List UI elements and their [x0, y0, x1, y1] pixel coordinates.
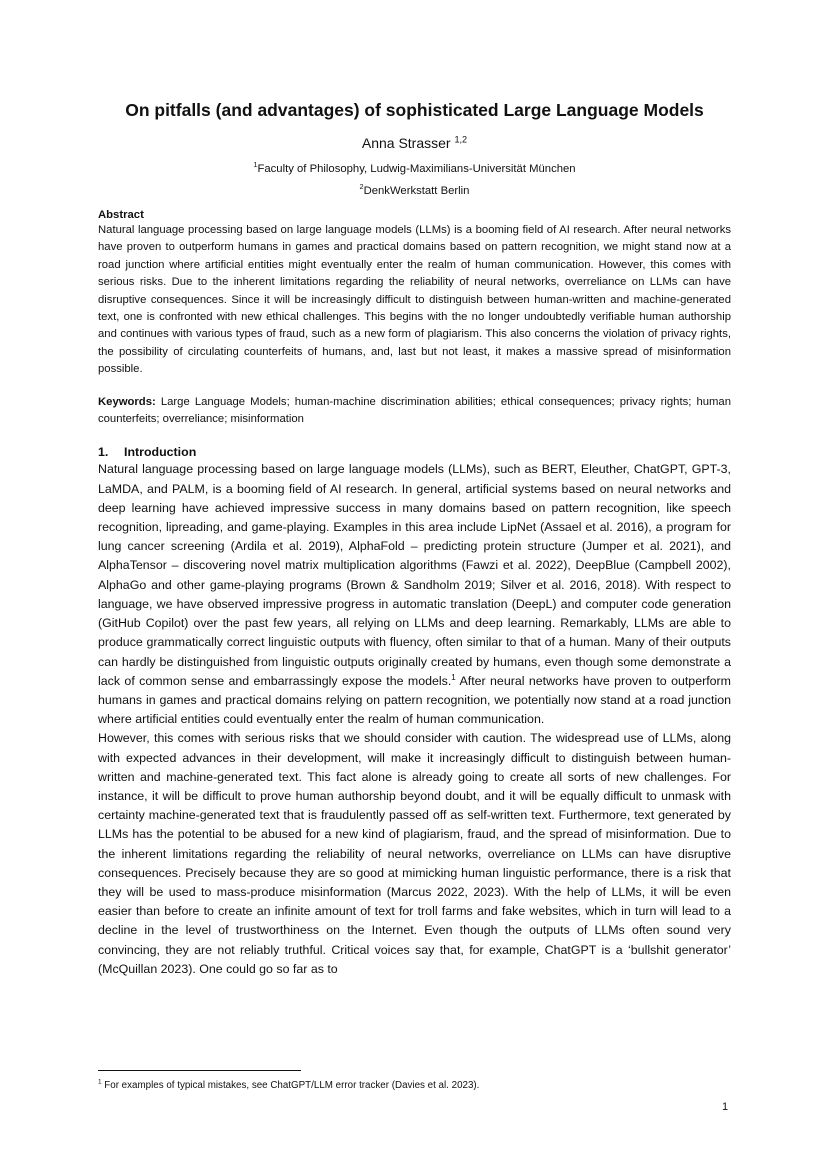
- affiliation-1: [98, 160, 731, 175]
- keywords-text: Large Language Models; human-machine discrimination abilities; ethical consequences; privacy rights; human counterfeits; overreliance; misinformation: [98, 395, 731, 426]
- author-line: [98, 135, 731, 151]
- intro-paragraph-2: However, this comes with serious risks that we should consider with caution. The widespread use of LLMs, along with expected advances in their development, will make it increasingly difficult to distinguish between human-written and machine-generated text. This fact alone is already going to create all sorts of new challenges. For instance, it will be difficult to prove human authorship beyond doubt, and it will be equally difficult to unmask with certainty machine-generated text that is fraudulently passed off as self-written text. Furthermore, text generated by LLMs has the potential to be abused for a new kind of plagiarism, fraud, and the spread of misinformation. Due to the inherent limitations regarding the reliability of neural networks, overreliance on LLMs can have disruptive consequences. Precisely because they are so good at mimicking human linguistic performance, there is a risk that they will be used to mass-produce misinformation (Marcus 2022, 2023). With the help of LLMs, it will be even easier than before to create an infinite amount of text for troll farms and fake websites, which in turn will lead to a decline in the level of trustworthiness on the Internet. Even though the outputs of LLMs often sound very convincing, they are not reliably truthful. Critical voices say that, for example, ChatGPT is a ‘bullshit generator’ (McQuillan 2023). One could go so far as to: [98, 731, 731, 976]
- section-1-heading: [98, 445, 731, 459]
- footnote-1-text: For examples of typical mistakes, see ChatGPT/LLM error tracker (Davies et al. 2023).: [101, 1080, 480, 1091]
- paper-title: On pitfalls (and advantages) of sophisticated Large Language Models: [125, 100, 704, 120]
- abstract-heading: Abstract: [98, 209, 144, 221]
- intro-p1-part-b: After neural networks have proven to outperform humans in games and practical domains relying on pattern recognition, we potentially now stand at a road junction where artificial entities could eventually enter the realm of human communication.: [98, 673, 732, 727]
- keywords: [98, 394, 731, 429]
- author-name: Anna Strasser: [361, 135, 455, 151]
- footnote-ref-1[interactable]: 1: [451, 672, 456, 682]
- paper-page: [98, 100, 731, 979]
- footnote-1: [98, 1080, 731, 1091]
- intro-paragraph-1: [98, 460, 731, 729]
- section-1-title: Introduction: [124, 445, 197, 460]
- author-affiliation-marks: 1,2: [454, 134, 468, 145]
- affiliation-2: [98, 182, 731, 197]
- affiliation-2-text: DenkWerkstatt Berlin: [363, 185, 470, 197]
- intro-p1-part-a: Natural language processing based on large language models (LLMs), such as BERT, Eleuther, ChatGPT, GPT-3, LaMDA, and PALM, is a booming field of AI research. In general, artificial systems based on neural networks and deep learning have achieved impressive success in many domains based on pattern recognition, like speech recognition, lipreading, and game-playing. Examples in this area include LipNet (Assael et al. 2016), a program for lung cancer screening (Ardila et al. 2019), AlphaFold – predicting protein structure (Jumper et al. 2021), and AlphaTensor – discovering novel matrix multiplication algorithms (Fawzi et al. 2022), DeepBlue (Campbell 2002), AlphaGo and other game-playing programs (Brown & Sandholm 2019; Silver et al. 2016, 2018). With respect to language, we have observed impressive progress in automatic translation (DeepL) and computer code generation (GitHub Copilot) over the past few years, all relying on LLMs and deep learning. Remarkably, LLMs are able to produce grammatically correct linguistic outputs with fluency, often similar to that of a human. Many of their outputs can hardly be distinguished from linguistic outputs originally created by humans, even though some demonstrate a lack of common sense and embarrassingly expose the models.: [98, 462, 731, 688]
- abstract-text: Natural language processing based on large language models (LLMs) is a booming field of AI research. After neural networks have proven to outperform humans in games and practical domains based on pattern recognition, we might stand now at a road junction where artificial entities might eventually enter the realm of human communication. However, this comes with serious risks. Due to the inherent limitations regarding the reliability of neural networks, overreliance on LLMs can have disruptive consequences. Since it will be increasingly difficult to distinguish between human-written and machine-generated text, one is confronted with new ethical challenges. This begins with the no longer undoubtedly verifiable human authorship and continues with various types of fraud, such as a new form of plagiarism. This also concerns the violation of privacy rights, the possibility of circulating counterfeits of humans, and, last but not least, it makes a massive spread of misinformation possible.: [98, 224, 731, 376]
- section-1-number: 1.: [98, 445, 109, 460]
- affiliation-1-text: Faculty of Philosophy, Ludwig-Maximilians-Universität München: [257, 163, 576, 175]
- affiliation-2-mark: 2: [359, 182, 364, 192]
- affiliation-1-mark: 1: [253, 160, 258, 170]
- footnote-divider: [98, 1070, 301, 1071]
- footnote-1-mark: 1: [98, 1078, 102, 1086]
- keywords-label: Keywords:: [98, 395, 156, 408]
- page-number: 1: [722, 1101, 729, 1113]
